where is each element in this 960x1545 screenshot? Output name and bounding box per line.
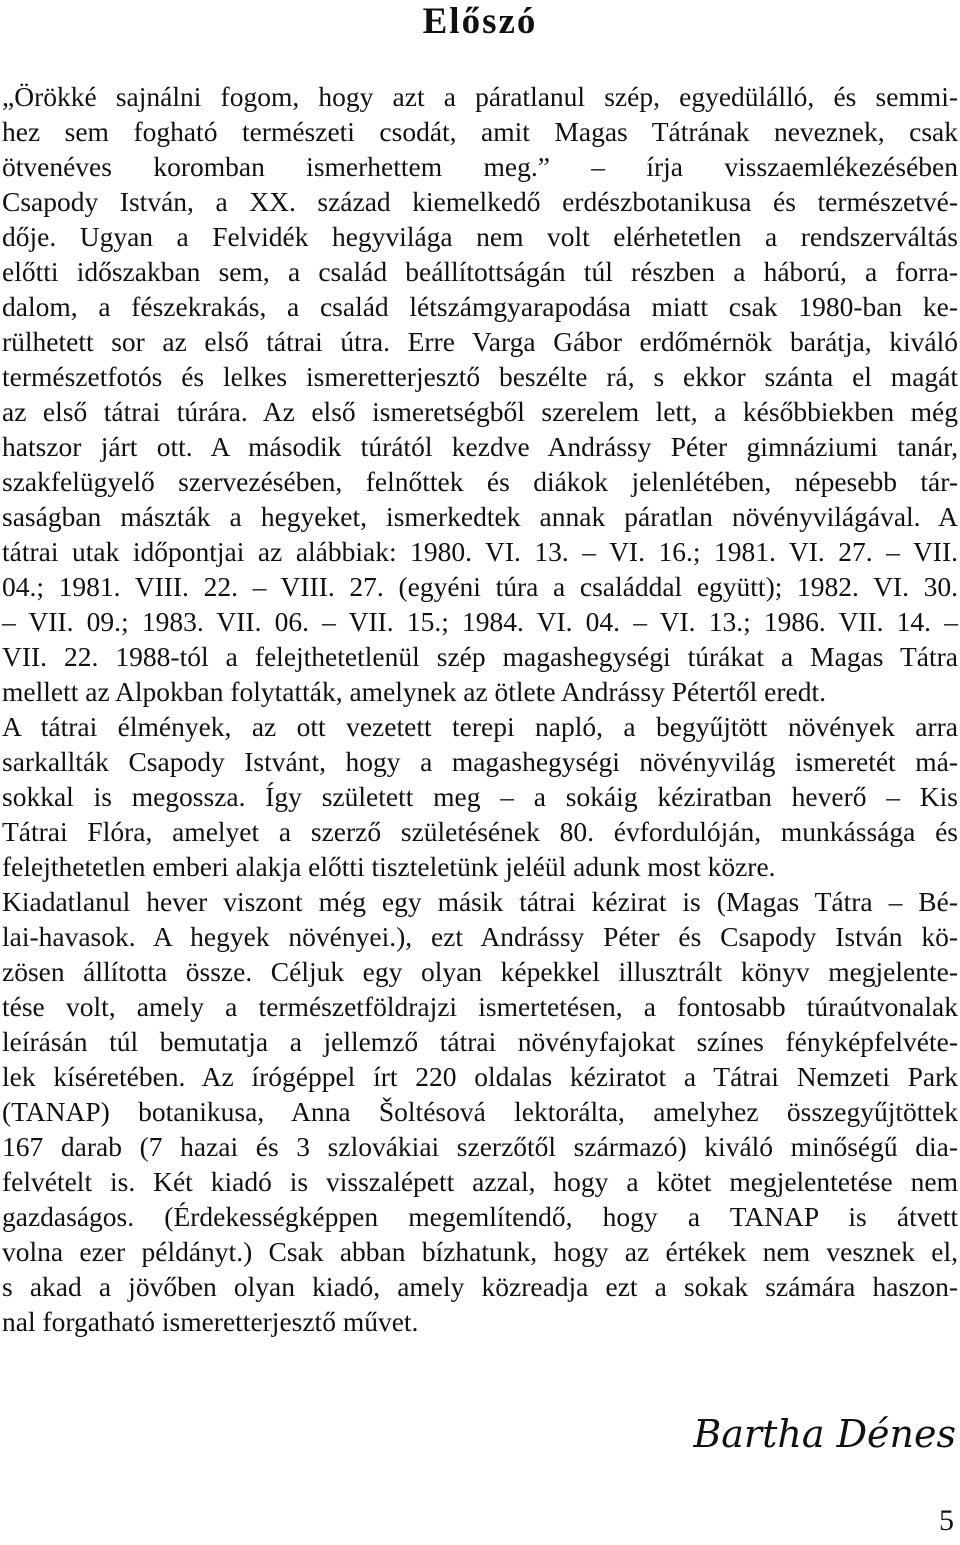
text-line: lek kíséretében. Az írógéppel írt 220 oldalas kéziratot a Tátrai Nemzeti Park: [2, 1061, 958, 1092]
text-line: volna ezer példányt.) Csak abban bízhatunk, hogy az értékek nem vesznek el,: [2, 1236, 958, 1267]
text-line: 167 darab (7 hazai és 3 szlovákiai szerzőtől származó) kiváló minőségű dia-: [2, 1131, 958, 1162]
text-line: felvételt is. Két kiadó is visszalépett azzal, hogy a kötet megjelentetése nem: [2, 1166, 958, 1197]
text-line: tése volt, amely a természetföldrajzi ismertetésen, a fontosabb túraútvonalak: [2, 991, 958, 1022]
text-line: 04.; 1981. VIII. 22. – VIII. 27. (egyéni túra a családdal együtt); 1982. VI. 30.: [2, 571, 958, 602]
text-line: leírásán túl bemutatja a jellemző tátrai növényfajokat színes fényképfelvéte-: [2, 1026, 958, 1057]
text-line: tátrai utak időpontjai az alábbiak: 1980. VI. 13. – VI. 16.; 1981. VI. 27. – VII.: [2, 536, 958, 567]
text-line: – VII. 09.; 1983. VII. 06. – VII. 15.; 1984. VI. 04. – VI. 13.; 1986. VII. 14. –: [2, 606, 958, 637]
text-line: ötvenéves koromban ismerhettem meg.” – írja visszaemlékezésében: [2, 151, 958, 182]
text-line: zösen állította össze. Céljuk egy olyan képekkel illusztrált könyv megjelente-: [2, 956, 958, 987]
text-line: természetfotós és lelkes ismeretterjesztő beszélte rá, s ekkor szánta el magát: [2, 361, 958, 392]
text-line: mellett az Alpokban folytatták, amelynek az ötlete Andrássy Pétertől eredt.: [2, 676, 826, 707]
body-text: [2, 79, 958, 1339]
text-line: (TANAP) botanikusa, Anna Šoltésová lektorálta, amelyhez összegyűjtöttek: [2, 1096, 958, 1127]
text-line: gazdaságos. (Érdekességképpen megemlítendő, hogy a TANAP is átvett: [2, 1201, 958, 1232]
text-line: Tátrai Flóra, amelyet a szerző születésének 80. évfordulóján, munkássága és: [2, 816, 958, 847]
text-line: Csapody István, a XX. század kiemelkedő erdészbotanikusa és természetvé-: [2, 186, 958, 217]
page-number: 5: [939, 1504, 954, 1537]
text-line: „Örökké sajnálni fogom, hogy azt a páratlanul szép, egyedülálló, és semmi-: [2, 81, 958, 112]
page-title: Előszó: [422, 1, 538, 42]
text-line: hez sem fogható természeti csodát, amit Magas Tátrának neveznek, csak: [2, 116, 958, 147]
text-line: sokkal is megossza. Így született meg – a sokáig kéziratban heverő – Kis: [2, 781, 958, 812]
text-line: dalom, a fészekrakás, a család létszámgyarapodása miatt csak 1980-ban ke-: [2, 291, 958, 322]
text-line: A tátrai élmények, az ott vezetett terepi napló, a begyűjtött növények arra: [2, 711, 958, 742]
text-line: Kiadatlanul hever viszont még egy másik tátrai kézirat is (Magas Tátra – Bé-: [2, 886, 958, 917]
text-line: előtti időszakban sem, a család beállítottságán túl részben a háború, a forra-: [2, 256, 958, 287]
text-line: hatszor járt ott. A második túrától kezdve Andrássy Péter gimnáziumi tanár,: [2, 431, 958, 462]
text-line: rülhetett sor az első tátrai útra. Erre Varga Gábor erdőmérnök barátja, kiváló: [2, 326, 958, 357]
text-line: lai-havasok. A hegyek növényei.), ezt Andrássy Péter és Csapody István kö-: [2, 921, 958, 952]
text-line: szakfelügyelő szervezésében, felnőttek és diákok jelenlétében, népesebb tár-: [2, 466, 958, 497]
text-line: nal forgatható ismeretterjesztő művet.: [2, 1306, 419, 1337]
text-line: az első tátrai túrára. Az első ismeretségből szerelem lett, a későbbiekben még: [2, 396, 958, 427]
text-line: saságban mászták a hegyeket, ismerkedtek annak páratlan növényvilágával. A: [2, 501, 958, 532]
text-line: VII. 22. 1988-tól a felejthetetlenül szép magashegységi túrákat a Magas Tátra: [2, 641, 958, 672]
author-signature: Bartha Dénes: [693, 1412, 956, 1456]
text-line: sarkallták Csapody Istvánt, hogy a magashegységi növényvilág ismeretét má-: [2, 746, 958, 777]
text-line: felejthetetlen emberi alakja előtti tiszteletünk jeléül adunk most közre.: [2, 851, 776, 882]
text-line: s akad a jövőben olyan kiadó, amely közreadja ezt a sokak számára haszon-: [2, 1271, 958, 1302]
text-line: dője. Ugyan a Felvidék hegyvilága nem volt elérhetetlen a rendszerváltás: [2, 221, 958, 252]
